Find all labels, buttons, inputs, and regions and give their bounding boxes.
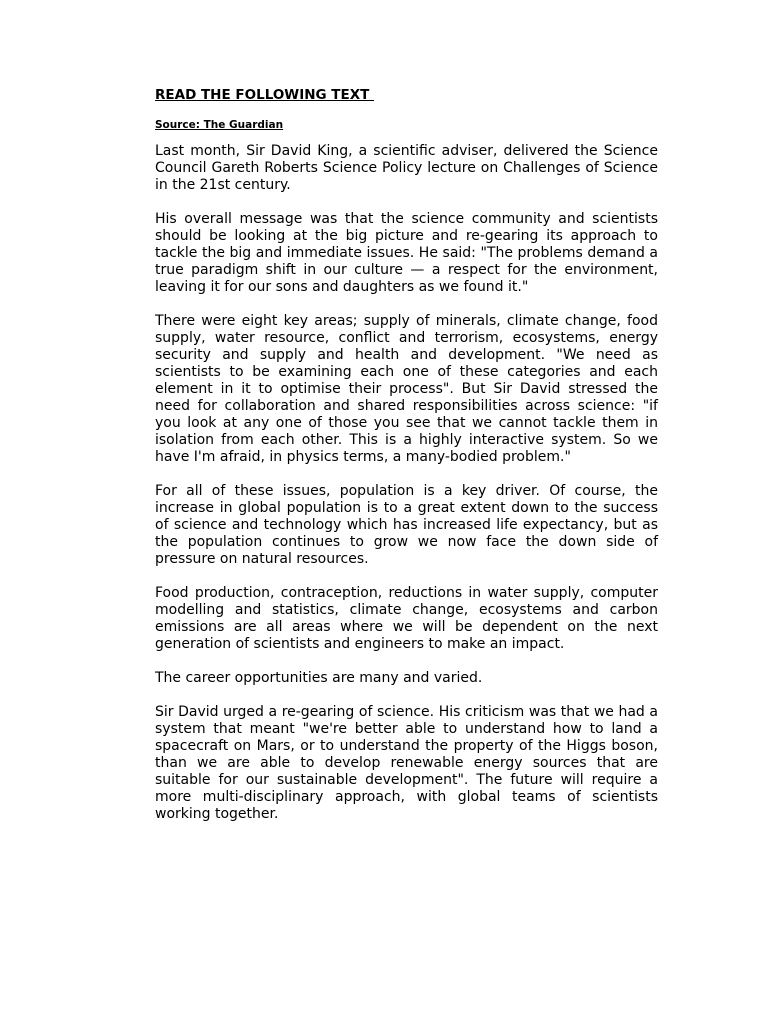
- document-title: READ THE FOLLOWING TEXT: [155, 87, 375, 103]
- paragraph: The career opportunities are many and varied.: [155, 670, 483, 686]
- paragraph: There were eight key areas; supply of minerals, climate change, food supply, water resource, conflict and terrorism, ecosystems, energy security and supply and health and development. "We need as scientists to be examining each one of these categories and each element in it to optimise their process". But Sir David stressed the need for collaboration and shared responsibilities across science: "if you look at any one of those you see that we cannot tackle them in isolation from each other. This is a highly interactive system. So we have I'm afraid, in physics terms, a many-bodied problem.": [155, 313, 658, 465]
- paragraph: For all of these issues, population is a key driver. Of course, the increase in global population is to a great extent down to the success of science and technology which has increased life expectancy, but as the population continues to grow we now face the down side of pressure on natural resources.: [155, 483, 658, 567]
- paragraph: Food production, contraception, reductions in water supply, computer modelling and statistics, climate change, ecosystems and carbon emissions are all areas where we will be dependent on the next generation of scientists and engineers to make an impact.: [155, 585, 658, 652]
- source-line: Source: The Guardian: [155, 119, 284, 131]
- article-body: [155, 143, 658, 823]
- document-page: [155, 86, 658, 823]
- paragraph: Sir David urged a re-gearing of science. His criticism was that we had a system that meant "we're better able to understand how to land a spacecraft on Mars, or to understand the property of the Higgs boson, than we are able to develop renewable energy sources that are suitable for our sustainable development". The future will require a more multi-disciplinary approach, with global teams of scientists working together.: [155, 704, 658, 822]
- paragraph: His overall message was that the science community and scientists should be looking at the big picture and re-gearing its approach to tackle the big and immediate issues. He said: "The problems demand a true paradigm shift in our culture — a respect for the environment, leaving it for our sons and daughters as we found it.": [155, 211, 658, 295]
- paragraph: Last month, Sir David King, a scientific adviser, delivered the Science Council Gareth Roberts Science Policy lecture on Challenges of Science in the 21st century.: [155, 143, 658, 193]
